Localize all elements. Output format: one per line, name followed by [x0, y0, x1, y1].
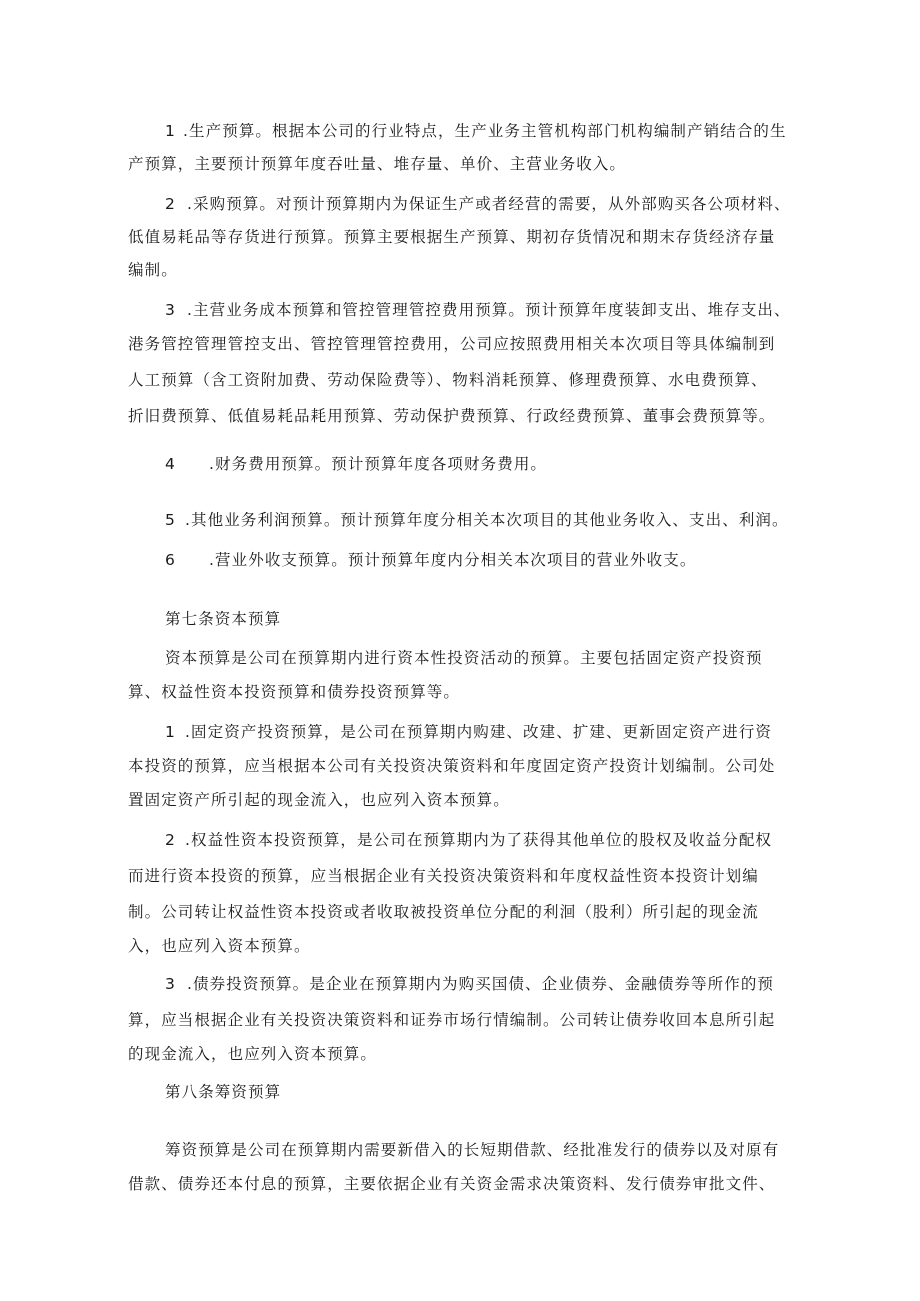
equity-budget-line-1 — [165, 830, 772, 850]
equity-budget-line-3: 制。公司转让权益性资本投资或者收取被投资单位分配的利洄（股利）所引起的现金流 — [128, 903, 759, 921]
fixed-asset-budget-line-3: 置固定资产所引起的现金流入，也应列入资本预算。 — [128, 791, 510, 809]
fixed-asset-budget-line-2: 本投资的预算，应当根据本公司有关投资决策资料和年度固定资产投资计划编制。公司处 — [128, 757, 776, 775]
item-text: .采购预算。对预计预算期内为保证生产或者经营的需要，从外部购买各公项材料、 — [187, 195, 791, 213]
item-text: .债券投资预算。是企业在预算期内为购买国债、企业债券、金融债券等所作的预 — [187, 975, 775, 993]
other-profit-budget-line-1 — [165, 510, 789, 530]
article7-intro-line-1: 资本预算是公司在预算期内进行资本性投资活动的预算。主要包括固定资产投资预 — [165, 649, 763, 667]
cost-budget-line-1 — [165, 300, 791, 320]
item-text: .生产预算。根据本公司的行业特点，生产业务主管机构部门机构编制产销结合的生 — [183, 122, 787, 140]
purchase-budget-line-3: 编制。 — [128, 261, 178, 279]
article7-heading: 第七条资本预算 — [165, 610, 282, 628]
item-text: .主营业务成本预算和管控管理管控费用预算。预计预算年度装卸支出、堆存支出、 — [187, 301, 791, 319]
item-text: .财务费用预算。预计预算年度各项财务费用。 — [209, 455, 548, 473]
item-text: .其他业务利润预算。预计预算年度分相关本次项目的其他业务收入、支出、利润。 — [185, 511, 789, 529]
purchase-budget-line-2: 低值易耗品等存货进行预算。预算主要根据生产预算、期初存货情况和期末存货经济存量 — [128, 228, 776, 246]
equity-budget-line-2: 而进行资本投资的预算，应当根据企业有关投资决策资料和年度权益性资本投资计划编 — [128, 867, 759, 885]
cost-budget-line-2: 港务管控管理管控支出、管控管理管控费用，公司应按照费用相关本次项目等具体编制到 — [128, 335, 776, 353]
item-number: 6 — [165, 551, 176, 569]
fixed-asset-budget-line-1 — [165, 722, 772, 742]
article8-line-2: 借款、债券还本付息的预算，主要依据企业有关资金需求决策资料、发行债券审批文件、 — [128, 1175, 776, 1193]
item-number: 1 — [165, 723, 176, 741]
item-number: 5 — [165, 511, 176, 529]
item-number: 1 — [165, 122, 176, 140]
bond-budget-line-1 — [165, 974, 774, 994]
item-number: 2 — [165, 831, 176, 849]
item-number: 2 — [165, 195, 176, 213]
bond-budget-line-3: 的现金流入，也应列入资本预算。 — [128, 1045, 378, 1063]
article8-heading: 第八条筹资预算 — [165, 1083, 282, 1101]
item-number: 4 — [165, 455, 176, 473]
production-budget-line-1 — [165, 121, 787, 141]
cost-budget-line-4: 折旧费预算、低值易耗品耗用预算、劳动保护费预算、行政经费预算、董事会费预算等。 — [128, 407, 776, 425]
purchase-budget-line-1 — [165, 194, 791, 214]
item-number: 3 — [165, 975, 176, 993]
cost-budget-line-3: 人工预算（含工资附加费、劳动保险费等）、物料消耗预算、修理费预算、水电费预算、 — [128, 371, 768, 389]
article7-intro-line-2: 算、权益性资本投资预算和债券投资预算等。 — [128, 683, 461, 701]
article8-line-1: 筹资预算是公司在预算期内需要新借入的长短期借款、经批准发行的债券以及对原有 — [165, 1141, 780, 1159]
item-text: .营业外收支预算。预计预算年度内分相关本次项目的营业外收支。 — [209, 551, 697, 569]
finance-budget-line-1 — [165, 454, 547, 474]
bond-budget-line-2: 算，应当根据企业有关投资决策资料和证券市场行情编制。公司转让债券收回本息所引起 — [128, 1011, 776, 1029]
item-text: .权益性资本投资预算，是公司在预算期内为了获得其他单位的股权及收益分配权 — [185, 831, 773, 849]
item-number: 3 — [165, 301, 176, 319]
equity-budget-line-4: 入，也应列入资本预算。 — [128, 937, 311, 955]
production-budget-line-2: 产预算，主要预计预算年度吞吐量、堆存量、单价、主营业务收入。 — [128, 155, 627, 173]
item-text: .固定资产投资预算，是公司在预算期内购建、改建、扩建、更新固定资产进行资 — [185, 723, 773, 741]
non-operating-budget-line-1 — [165, 550, 696, 570]
